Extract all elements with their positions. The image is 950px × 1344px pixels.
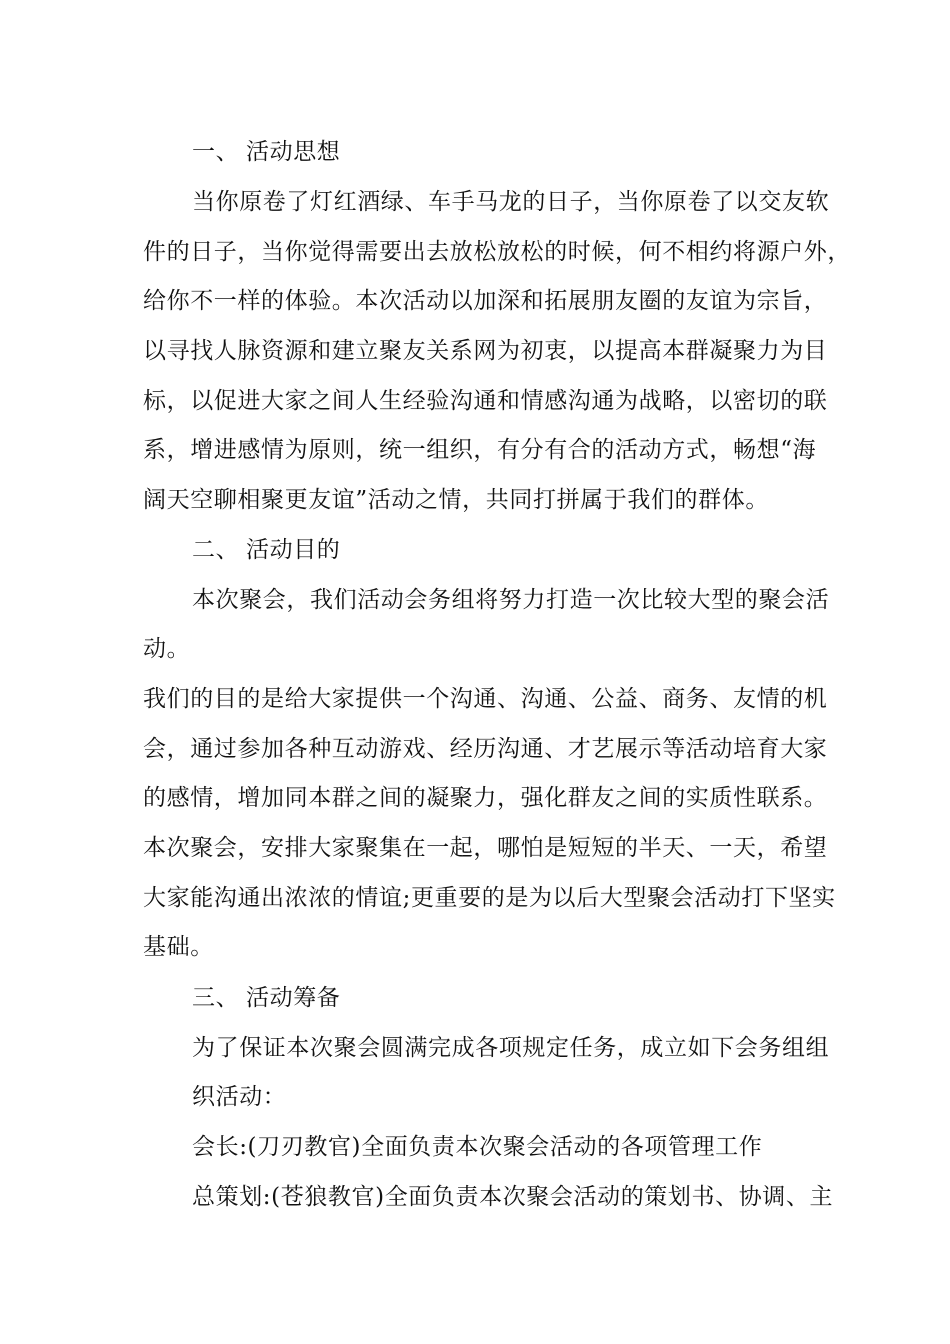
section-heading-3 (0, 983, 950, 1013)
paragraph-line: 大家能沟通出浓浓的情谊;更重要的是为以后大型聚会活动打下坚实 (143, 885, 836, 911)
section-number: 三、 (192, 985, 240, 1011)
paragraph-line: 标，以促进大家之间人生经验沟通和情感沟通为战略，以密切的联 (143, 388, 828, 414)
paragraph-line: 织活动： (192, 1084, 287, 1110)
paragraph-line: 本次聚会，我们活动会务组将努力打造一次比较大型的聚会活 (192, 587, 830, 613)
paragraph-line: 总策划:(苍狼教官)全面负责本次聚会活动的策划书、协调、主 (192, 1184, 834, 1210)
paragraph-line: 动。 (143, 636, 191, 662)
paragraph-line: 给你不一样的体验。本次活动以加深和拓展朋友圈的友谊为宗旨， (143, 288, 828, 314)
paragraph-line: 基础。 (143, 934, 214, 960)
paragraph-line: 为了保证本次聚会圆满完成各项规定任务，成立如下会务组组 (192, 1035, 830, 1061)
paragraph-line: 会，通过参加各种互动游戏、经历沟通、才艺展示等活动培育大家 (143, 736, 828, 762)
paragraph-line: 系，增进感情为原则，统一组织，有分有合的活动方式，畅想“海 (143, 437, 817, 463)
section-title: 活动目的 (246, 537, 341, 563)
section-title: 活动筹备 (246, 985, 341, 1011)
section-title: 活动思想 (246, 139, 341, 165)
paragraph-line: 的感情，增加同本群之间的凝聚力，强化群友之间的实质性联系。 (143, 785, 828, 811)
paragraph-line: 当你原卷了灯红酒绿、车手马龙的日子，当你原卷了以交友软 (192, 189, 830, 215)
paragraph-line: 我们的目的是给大家提供一个沟通、沟通、公益、商务、友情的机 (143, 686, 828, 712)
section-heading-1 (0, 137, 950, 167)
paragraph-line: 阔天空聊相聚更友谊”活动之情，共同打拼属于我们的群体。 (143, 487, 769, 513)
section-number: 二、 (192, 537, 240, 563)
section-heading-2 (0, 535, 950, 565)
paragraph-line: 以寻找人脉资源和建立聚友关系网为初衷，以提高本群凝聚力为目 (143, 338, 828, 364)
paragraph-line: 本次聚会，安排大家聚集在一起，哪怕是短短的半天、一天，希望 (143, 835, 828, 861)
paragraph-line: 会长:(刀刃教官)全面负责本次聚会活动的各项管理工作 (192, 1134, 763, 1160)
paragraph-line: 件的日子，当你觉得需要出去放松放松的时候，何不相约将源户外， (143, 239, 851, 265)
section-number: 一、 (192, 139, 240, 165)
